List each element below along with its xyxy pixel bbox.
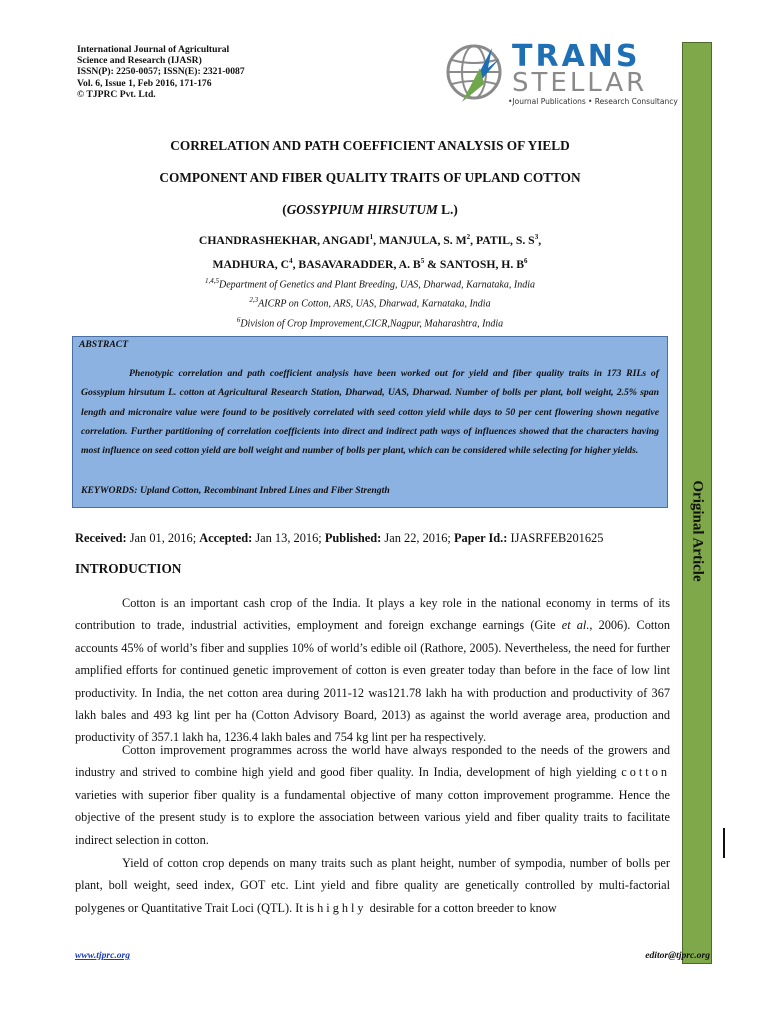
intro-paragraph-2: Cotton improvement programmes across the world have always responded to the needs of the growers and industry and strived to combine high yield and good fiber quality. In India, development of high yielding cotton varieties with superior fiber quality is a fundamental objective of many cotton improvement programme. Hence the objective of the present study is to explore the association between various yield and fiber quality traits to facilitate indirect selection in cotton. bbox=[75, 743, 670, 847]
journal-info-line: © TJPRC Pvt. Ltd. bbox=[77, 88, 156, 100]
abstract-box bbox=[72, 336, 668, 508]
paper-title-line-3: (GOSSYPIUM HIRSUTUM L.) bbox=[282, 202, 458, 217]
article-type-label: Original Article bbox=[689, 480, 706, 582]
article-type-sidebar bbox=[682, 42, 712, 964]
publication-dates: Received: Jan 01, 2016; Accepted: Jan 13, 2016; Published: Jan 22, 2016; Paper Id.: IJASRFEB201625 bbox=[75, 531, 604, 545]
margin-mark bbox=[723, 828, 725, 858]
logo-tagline-research: • Research Consultancy bbox=[588, 97, 678, 106]
intro-paragraph-1: Cotton is an important cash crop of the India. It plays a key role in the national economy in terms of its contribution to trade, industrial activities, employment and foreign exchange earnings (Gite et al., 2006). Cotton accounts 45% of world’s fiber and supplies 10% of world’s edible oil (Rathore, 2005). Nevertheless, the need for further amplified efforts for continued genetic improvement of cotton is even greater today than before in the face of low lint productivity. In India, the net cotton area during 2011-12 was121.78 lakh ha with production and productivity of 367 lakh bales and 493 kg lint per ha (Cotton Advisory Board, 2013) as against the world average area, production and productivity of 357.1 lakh ha, 1236.4 lakh bales and 754 kg lint per ha respectively. bbox=[75, 596, 670, 745]
affiliation: $^{1,4,5}$Department of Genetics and Plant Breeding, UAS, Dharwad, Karnataka, India bbox=[205, 277, 535, 291]
paper-title-line-1: CORRELATION AND PATH COEFFICIENT ANALYSIS OF YIELD bbox=[170, 138, 570, 153]
abstract-body: Phenotypic correlation and path coefficient analysis have been worked out for yield and fiber quality traits in 173 RILs of Gossypium hirsutum L. cotton at Agricultural Research Station, Dharwad, UAS, Dharwad. Number of bolls per plant, boll weight, 2.5% span length and micronaire value were found to be positively correlated with seed cotton yield while days to 50 per cent flowering shown negative correlation. Further partitioning of correlation coefficients into direct and indirect path ways of influences showed that the characters having most influence on seed cotton yield are boll weight and number of bolls per plant, which can be considered while selecting for higher yields. bbox=[81, 368, 659, 457]
logo-word-trans: TRANS bbox=[512, 39, 641, 74]
journal-info-line: ISSN(P): 2250-0057; ISSN(E): 2321-0087 bbox=[77, 66, 245, 78]
journal-info-line: Science and Research (IJASR) bbox=[77, 55, 202, 67]
abstract-heading: ABSTRACT bbox=[79, 339, 129, 350]
affiliation: $^6$Division of Crop Improvement,CICR,Nagpur, Maharashtra, India bbox=[236, 316, 504, 330]
journal-info-line: Vol. 6, Issue 1, Feb 2016, 171-176 bbox=[77, 77, 212, 89]
transstellar-logo bbox=[444, 38, 680, 110]
journal-info bbox=[77, 44, 245, 100]
abstract-keywords: KEYWORDS: Upland Cotton, Recombinant Inbred Lines and Fiber Strength bbox=[81, 485, 390, 496]
footer-email: editor@tjprc.org bbox=[645, 950, 710, 961]
paper-title-line-2: COMPONENT AND FIBER QUALITY TRAITS OF UPLAND COTTON bbox=[159, 170, 581, 185]
globe-icon bbox=[448, 46, 500, 102]
affiliation: $^{2,3}$AICRP on Cotton, ARS, UAS, Dharwad, Karnataka, India bbox=[249, 296, 491, 310]
species-name: GOSSYPIUM HIRSUTUM bbox=[286, 202, 438, 217]
authors-line-1: CHANDRASHEKHAR, ANGADI$^1$, MANJULA, S. $M^2$, PATIL, S. $S^3$, bbox=[198, 233, 542, 247]
intro-paragraph-3: Yield of cotton crop depends on many traits such as plant height, number of sympodia, number of bolls per plant, boll weight, seed index, GOT etc. Lint yield and fibre quality are genetically controlled by multi-factorial polygenes or Quantitative Trait Loci (QTL). It is highly desirable for a cotton breeder to know bbox=[75, 856, 670, 915]
logo-word-stellar: STELLAR bbox=[512, 68, 648, 98]
journal-info-line: International Journal of Agricultural bbox=[77, 44, 230, 55]
authors-line-2: MADHURA, $C^4$, BASAVARADDER, A. $B^5$ & SANTOSH, H. $B^6$ bbox=[212, 257, 528, 271]
footer-website-link[interactable]: www.tjprc.org bbox=[75, 950, 131, 961]
section-heading-introduction: INTRODUCTION bbox=[75, 561, 182, 576]
logo-tagline-journal: •Journal Publications bbox=[508, 97, 586, 106]
